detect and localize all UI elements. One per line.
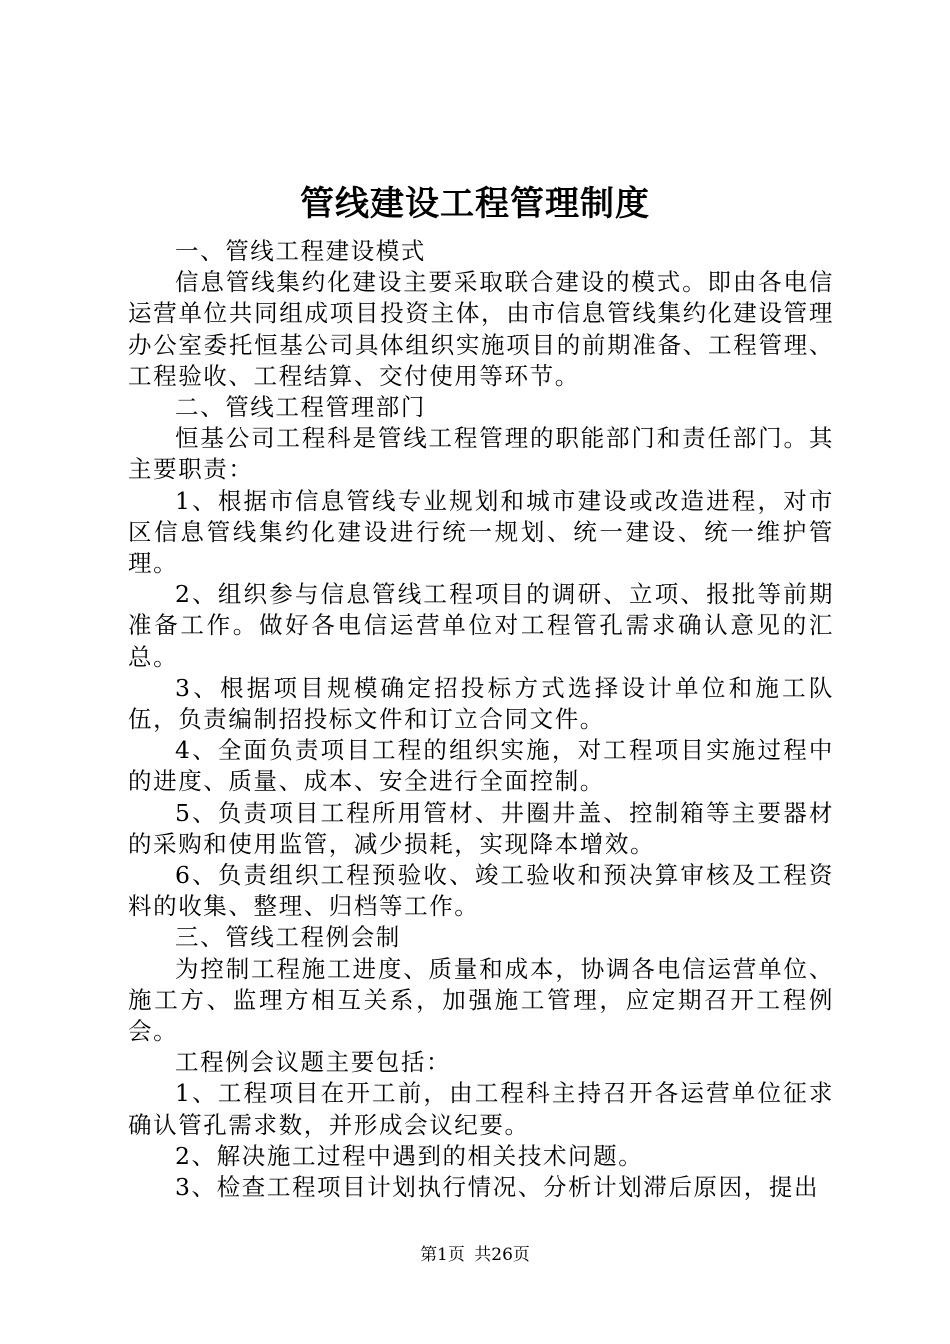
section-heading-3: 三、管线工程例会制 (175, 923, 401, 952)
list-item: 2、解决施工过程中遇到的相关技术问题。 (175, 1141, 644, 1170)
list-item: 4、全面负责项目工程的组织实施，对工程项目实施过程中的进度、质量、成本、安全进行全面控制。 (128, 736, 834, 796)
page-number-footer: 第1页 共26页 (420, 1245, 530, 1265)
list-item: 1、根据市信息管线专业规划和城市建设或改造进程，对市区信息管线集约化建设进行统一规划、统一建设、统一维护管理。 (128, 486, 834, 578)
paragraph: 工程例会议题主要包括： (175, 1048, 452, 1077)
list-item: 5、负责项目工程所用管材、井圈井盖、控制箱等主要器材的采购和使用监管，减少损耗，实现降本增效。 (128, 798, 834, 858)
paragraph: 恒基公司工程科是管线工程管理的职能部门和责任部门。其主要职责： (128, 424, 834, 484)
list-item: 3、根据项目规模确定招投标方式选择设计单位和施工队伍，负责编制招投标文件和订立合同文件。 (128, 673, 834, 734)
list-item: 6、负责组织工程预验收、竣工验收和预决算审核及工程资料的收集、整理、归档等工作。 (128, 861, 834, 921)
document-body (128, 236, 834, 1203)
list-item: 2、组织参与信息管线工程项目的调研、立项、报批等前期准备工作。做好各电信运营单位对工程管孔需求确认意见的汇总。 (128, 580, 834, 671)
section-heading-1: 一、管线工程建设模式 (175, 237, 426, 265)
paragraph: 信息管线集约化建设主要采取联合建设的模式。即由各电信运营单位共同组成项目投资主体，由市信息管线集约化建设管理办公室委托恒基公司具体组织实施项目的前期准备、工程管理、工程验收、工程结算、交付使用等环节。 (128, 268, 834, 390)
list-item: 1、工程项目在开工前，由工程科主持召开各运营单位征求确认管孔需求数，并形成会议纪要。 (128, 1079, 834, 1139)
document-title: 管线建设工程管理制度 (300, 184, 650, 224)
paragraph: 为控制工程施工进度、质量和成本，协调各电信运营单位、施工方、监理方相互关系，加强施工管理，应定期召开工程例会。 (128, 954, 834, 1046)
section-heading-2: 二、管线工程管理部门 (175, 393, 426, 422)
list-item: 3、检查工程项目计划执行情况、分析计划滞后原因，提出 (175, 1173, 820, 1202)
